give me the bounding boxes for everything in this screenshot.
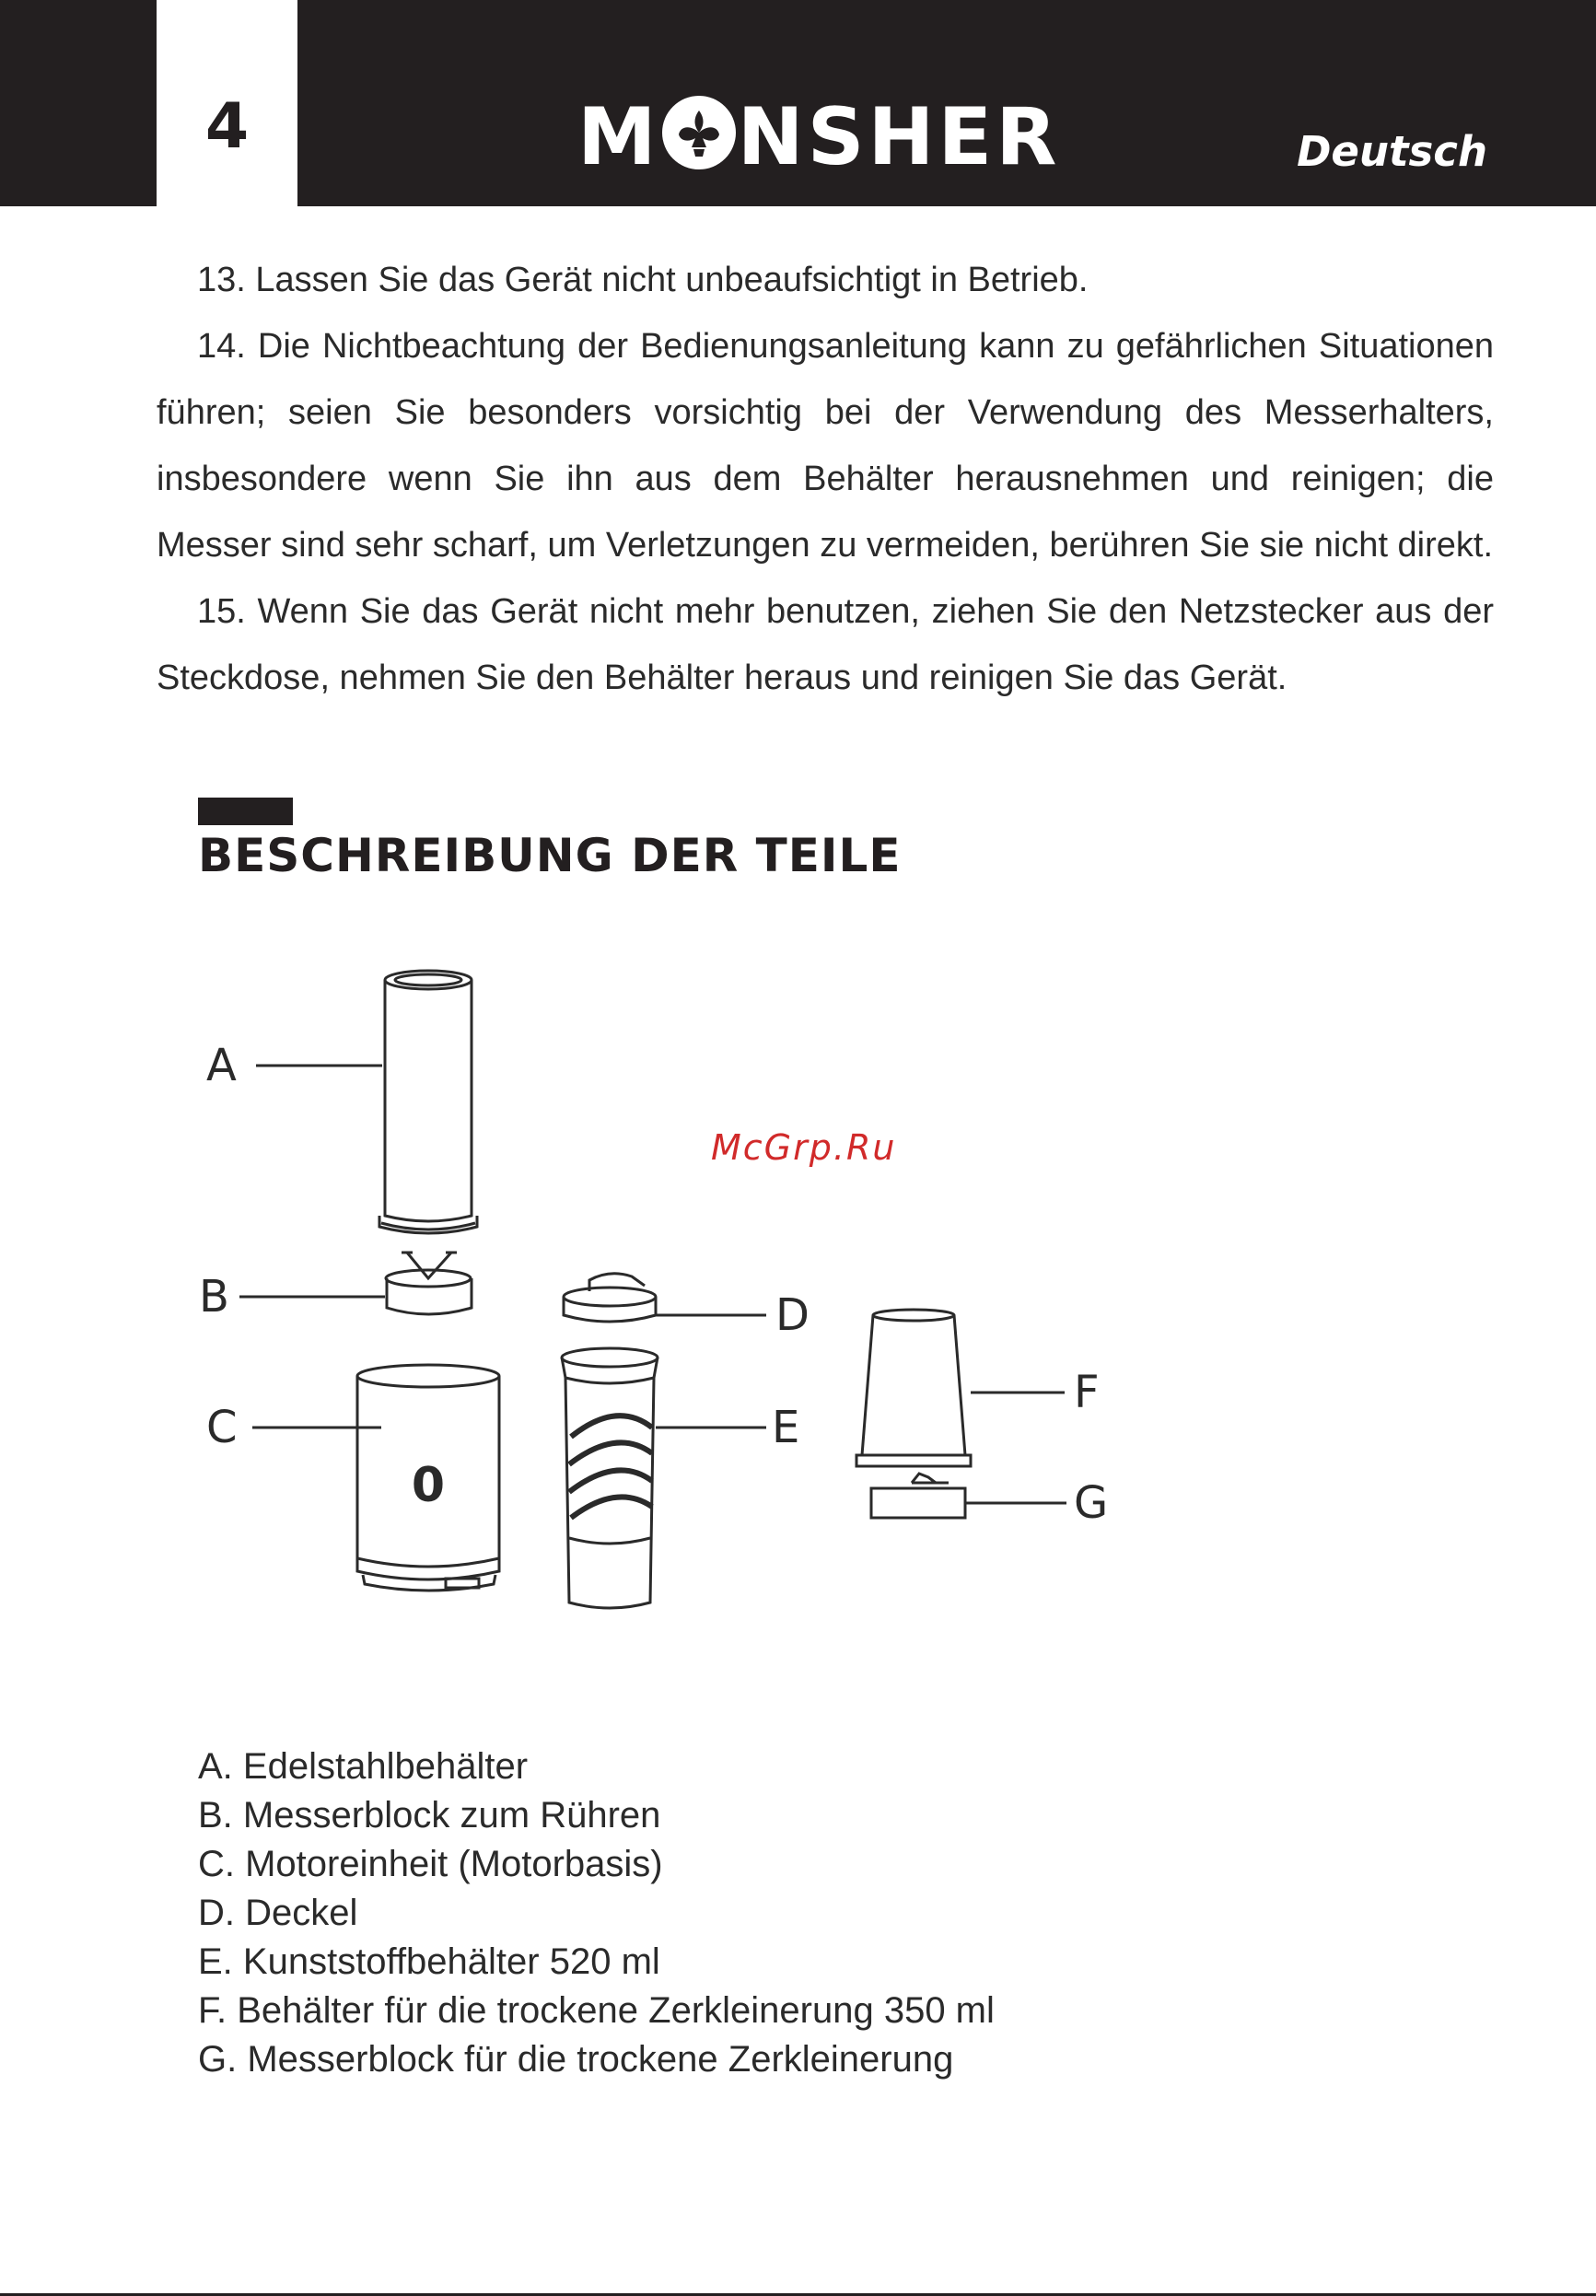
list-item: A. Edelstahlbehälter (198, 1746, 529, 1787)
diagram-label-b: B (199, 1271, 229, 1323)
diagram-label-e: E (772, 1402, 800, 1453)
instruction-paragraph: 14. Die Nichtbeachtung der Bedienungsanleitung kann zu gefährlichen Situationen führen; seien Sie besonders vorsichtig bei der Verwendung des Messerhalters, insbesondere wenn Sie ihn aus dem Behälter herausnehmen und reinigen; die Messer sind sehr scharf, um Verletzungen zu vermeiden, berühren Sie sie nicht direkt. (157, 327, 1494, 565)
plastic-container-drawing (562, 1348, 766, 1608)
fleur-de-lis-icon (662, 96, 736, 169)
power-switch-symbol: 0 (411, 1458, 446, 1513)
brand-logo-right: NSHER (737, 91, 1061, 183)
diagram-label-d: D (775, 1289, 810, 1341)
safety-instructions (157, 247, 1494, 711)
section-accent-bar (198, 798, 293, 825)
watermark: McGrp.Ru (711, 1127, 897, 1168)
diagram-label-c: C (206, 1402, 238, 1453)
list-item: B. Messerblock zum Rühren (198, 1795, 661, 1836)
brand-logo (577, 91, 1061, 183)
motor-base-drawing (252, 1365, 499, 1591)
parts-diagram (184, 949, 1151, 1621)
list-item: G. Messerblock für die trockene Zerkleinerung (198, 2039, 954, 2080)
list-item: E. Kunststoffbehälter 520 ml (198, 1941, 660, 1982)
parts-list (198, 1742, 995, 2084)
list-item: F. Behälter für die trockene Zerkleinerung 350 ml (198, 1990, 995, 2031)
instruction-paragraph: 15. Wenn Sie das Gerät nicht mehr benutzen, ziehen Sie den Netzstecker aus der Steckdose, nehmen Sie den Behälter heraus und reinigen Sie das Gerät. (157, 592, 1494, 697)
language-label: Deutsch (1297, 127, 1487, 176)
page-header (0, 0, 1596, 206)
instruction-paragraph: 13. Lassen Sie das Gerät nicht unbeaufsichtigt in Betrieb. (197, 261, 1089, 299)
list-item: C. Motoreinheit (Motorbasis) (198, 1844, 663, 1884)
list-item: D. Deckel (198, 1893, 358, 1933)
lid-drawing (564, 1274, 766, 1322)
diagram-label-g: G (1074, 1477, 1109, 1529)
dry-blade-block-drawing (871, 1474, 1066, 1518)
diagram-label-f: F (1074, 1367, 1100, 1418)
diagram-label-a: A (206, 1040, 237, 1091)
stainless-container-drawing (256, 971, 477, 1233)
brand-logo-left: M (577, 91, 660, 183)
grinding-cup-drawing (856, 1310, 1065, 1466)
section-title: BESCHREIBUNG DER TEILE (198, 829, 902, 882)
blade-block-drawing (239, 1253, 472, 1314)
page-number: 4 (204, 90, 250, 163)
